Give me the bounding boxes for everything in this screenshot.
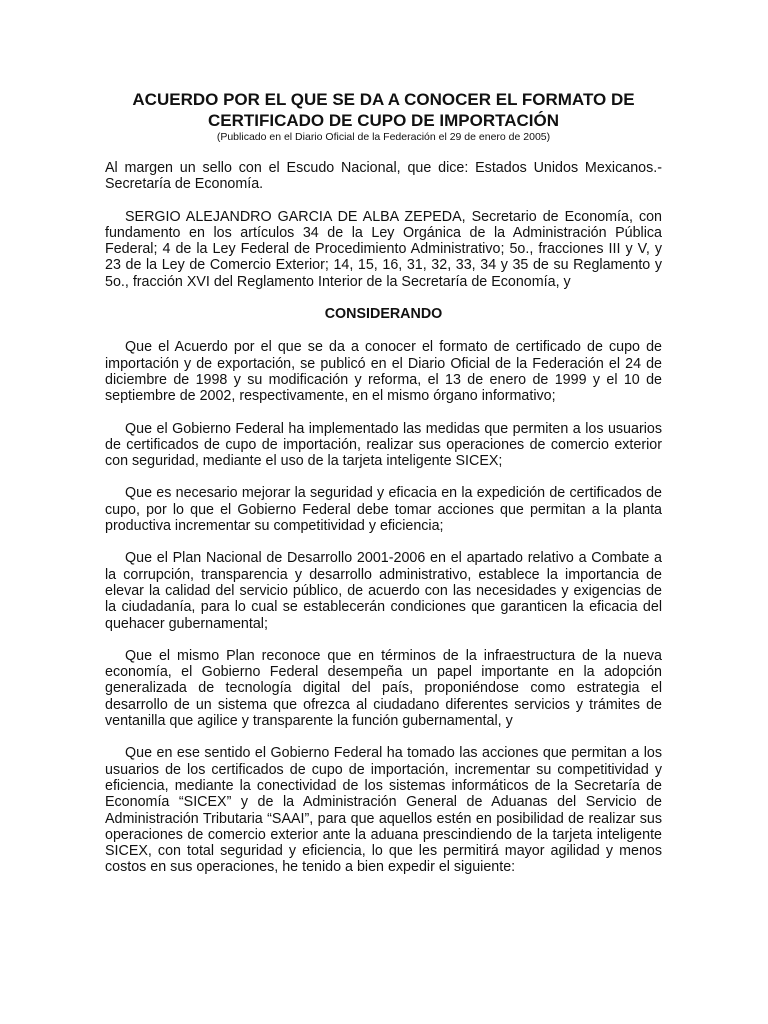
paragraph-considerando-1: Que el Acuerdo por el que se da a conocer el formato de certificado de cupo de importación y de exportación, se publicó en el Diario Oficial de la Federación el 24 de diciembre de 1998 y su modificación y reforma, el 13 de enero de 1999 y el 10 de septiembre de 2002, respectivamente, en el mismo órgano informativo; — [105, 339, 662, 405]
paragraph-considerando-5: Que el mismo Plan reconoce que en términos de la infraestructura de la nueva economía, el Gobierno Federal desempeña un papel importante en la adopción generalizada de tecnología digital del país, proponiéndose como estrategia el desarrollo de un sistema que ofrezca al ciudadano diferentes servicios y trámites de ventanilla que agilice y transparente la función gubernamental, y — [105, 647, 662, 730]
document-title — [105, 89, 662, 131]
document-page — [105, 89, 662, 892]
paragraph-fundamento: SERGIO ALEJANDRO GARCIA DE ALBA ZEPEDA, Secretario de Economía, con fundamento en los artículos 34 de la Ley Orgánica de la Administración Pública Federal; 4 de la Ley Federal de Procedimiento Administrativo; 5o., fracciones III y V, y 23 de la Ley de Comercio Exterior; 14, 15, 16, 31, 32, 33, 34 y 35 de su Reglamento y 5o., fracción XVI del Reglamento Interior de la Secretaría de Economía, y — [105, 208, 662, 290]
paragraph-sello: Al margen un sello con el Escudo Nacional, que dice: Estados Unidos Mexicanos.- Secretaría de Economía. — [105, 160, 662, 193]
paragraph-considerando-2: Que el Gobierno Federal ha implementado las medidas que permiten a los usuarios de certificados de cupo de importación, realizar sus operaciones de comercio exterior con seguridad, mediante el uso de la tarjeta inteligente SICEX; — [105, 420, 662, 470]
publication-note: (Publicado en el Diario Oficial de la Federación el 29 de enero de 2005) — [216, 131, 551, 143]
section-heading-considerando: CONSIDERANDO — [324, 306, 443, 323]
paragraph-considerando-4: Que el Plan Nacional de Desarrollo 2001-2006 en el apartado relativo a Combate a la corrupción, transparencia y desarrollo administrativo, establece la importancia de elevar la calidad del servicio público, de acuerdo con las necesidades y exigencias de la ciudadanía, para lo cual se establecerán condiciones que garanticen la eficacia del quehacer gubernamental; — [105, 550, 662, 632]
title-line-1: ACUERDO POR EL QUE SE DA A CONOCER EL FORMATO DE — [132, 90, 635, 109]
title-line-2: CERTIFICADO DE CUPO DE IMPORTACIÓN — [207, 111, 560, 130]
paragraph-considerando-6: Que en ese sentido el Gobierno Federal ha tomado las acciones que permitan a los usuarios de los certificados de cupo de importación, incrementar su competitividad y eficiencia, mediante la conectividad de los sistemas informáticos de la Secretaría de Economía “SICEX” y de la Administración General de Aduanas del Servicio de Administración Tributaria “SAAI”, para que aquellos estén en posibilidad de realizar sus operaciones de comercio exterior ante la aduana prescindiendo de la tarjeta inteligente SICEX, con total seguridad y eficiencia, lo que les permitirá mayor agilidad y menos costos en sus operaciones, he tenido a bien expedir el siguiente: — [105, 745, 662, 876]
paragraph-considerando-3: Que es necesario mejorar la seguridad y eficacia en la expedición de certificados de cupo, por lo que el Gobierno Federal debe tomar acciones que permitan a la planta productiva incrementar su competitividad y eficiencia; — [105, 485, 662, 535]
